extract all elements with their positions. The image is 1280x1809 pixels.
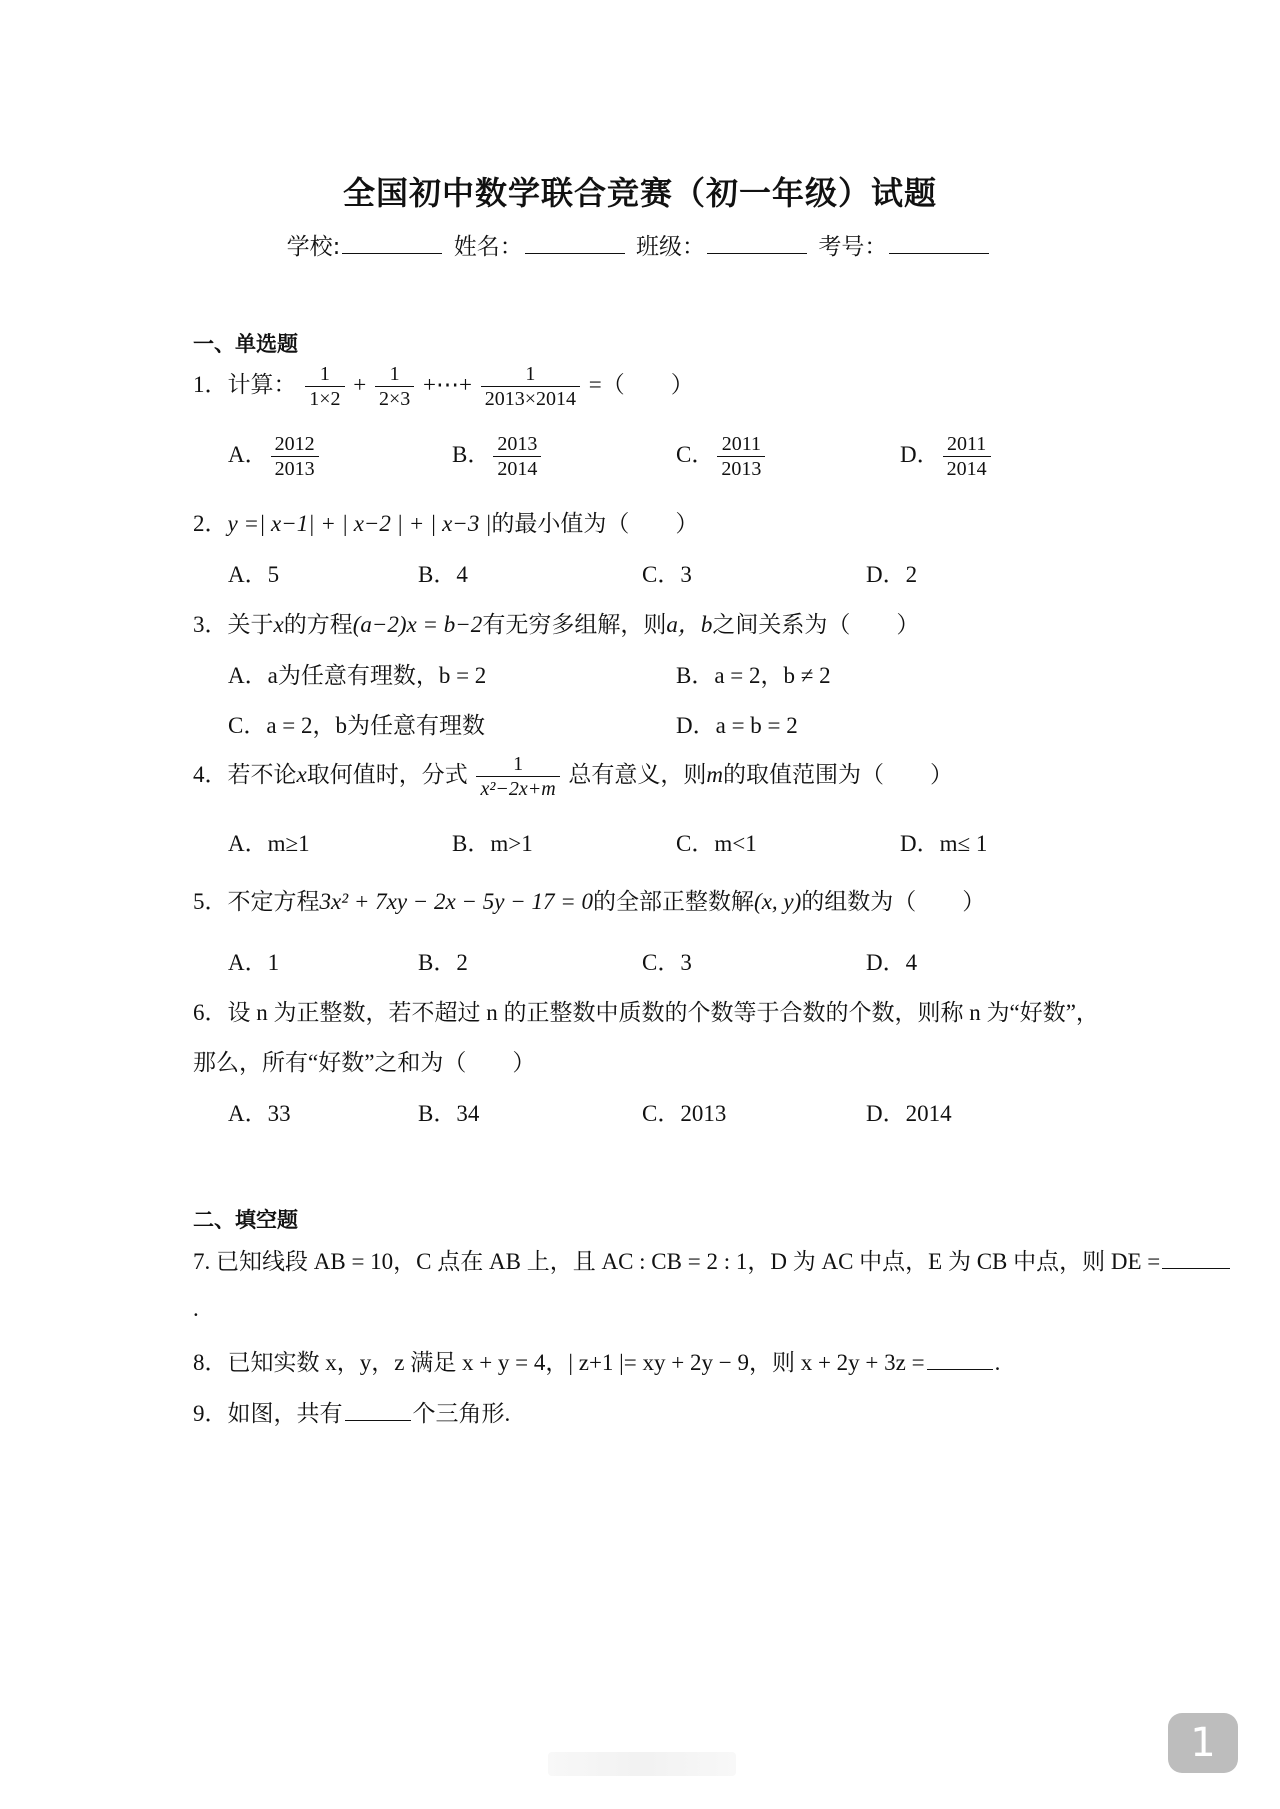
q6-option-a: A．33 xyxy=(228,1101,291,1126)
school-label: 学校: xyxy=(286,234,341,260)
q4-option-a: A．m≥1 xyxy=(228,831,310,856)
q2-option-b: B．4 xyxy=(418,562,468,587)
q3-equation: (a−2)x = b−2 xyxy=(352,612,483,637)
q2-option-a: A．5 xyxy=(228,562,280,587)
page-title: 全国初中数学联合竞赛（初一年级）试题 xyxy=(342,174,937,212)
q5-option-b: B．2 xyxy=(418,950,468,975)
question-9: 9．如图，共有 个三角形. xyxy=(193,1395,510,1428)
question-6-line-2: 那么，所有“好数”之和为（ ） xyxy=(193,1050,536,1075)
question-7-end: . xyxy=(193,1296,199,1321)
q6-option-b: B．34 xyxy=(418,1101,480,1126)
student-info-line xyxy=(0,228,1280,261)
q1-plus: + xyxy=(353,371,367,397)
q1-ellipsis: +⋯+ xyxy=(423,371,472,397)
q3-option-b: B．a = 2，b ≠ 2 xyxy=(676,663,831,688)
question-6-line-1: 6．设 n 为正整数，若不超过 n 的正整数中质数的个数等于合数的个数，则称 n 为“好数”， xyxy=(193,1000,1099,1025)
question-2: 2．y =| x−1| + | x−2 | + | x−3 |的最小值为（ ） xyxy=(193,511,699,536)
question-3: 3．关于x的方程(a−2)x = b−2有无穷多组解，则a，b之间关系为（ ） xyxy=(193,612,920,637)
q1-suffix: =（ ） xyxy=(588,371,694,397)
number-label: 考号： xyxy=(818,234,888,260)
q2-option-c: C．3 xyxy=(642,562,692,587)
q1-option-a: A． $\frac{2012}{2013}$ xyxy=(228,432,322,481)
q1-fraction-2: $\frac{1}{2\times 3}$ xyxy=(375,362,414,411)
q1-fraction-3: $\frac{1}{2013\times 2014}$ xyxy=(481,362,580,411)
q1-option-c: C． $\frac{2011}{2013}$ xyxy=(676,432,768,481)
q8-answer-blank[interactable] xyxy=(927,1347,993,1370)
q4-option-d: D．m≤ 1 xyxy=(900,831,988,856)
q2-expression: y =| x−1| + | x−2 | + | x−3 | xyxy=(227,511,492,536)
name-blank xyxy=(525,231,625,254)
q1-option-b: B． $\frac{2013}{2014}$ xyxy=(452,432,544,481)
q2-option-d: D．2 xyxy=(866,562,918,587)
question-7: 7. 已知线段 AB = 10，C 点在 AB 上，且 AC : CB = 2 : 1，D 为 AC 中点，E 为 CB 中点，则 DE = xyxy=(193,1243,1232,1276)
q4-option-b: B．m>1 xyxy=(452,831,533,856)
name-label: 姓名： xyxy=(453,234,523,260)
q1-option-d: D． $\frac{2011}{2014}$ xyxy=(900,432,994,481)
q6-option-c: C．2013 xyxy=(642,1101,727,1126)
q5-option-d: D．4 xyxy=(866,950,918,975)
class-blank xyxy=(707,231,807,254)
q3-option-d: D．a = b = 2 xyxy=(676,713,798,738)
q1-prefix: 1．计算： xyxy=(193,371,297,397)
q3-option-a: A．a为任意有理数，b = 2 xyxy=(228,663,487,688)
question-4: 4．若不论x取何值时，分式 $\frac{1}{\text{x²−2x+m}}$ 总有意义，则m的取值范围为（ ） xyxy=(193,753,954,800)
watermark xyxy=(548,1752,736,1776)
q5-option-a: A．1 xyxy=(228,950,280,975)
q5-option-c: C．3 xyxy=(642,950,692,975)
q3-option-c: C．a = 2，b为任意有理数 xyxy=(228,713,486,738)
question-8: 8．已知实数 x，y，z 满足 x + y = 4，| z+1 |= xy + 2y − 9，则 x + 2y + 3z = . xyxy=(193,1344,1000,1377)
class-label: 班级： xyxy=(636,234,706,260)
page-number-badge: 1 xyxy=(1168,1713,1238,1773)
section-fill-blank: 二、填空题 xyxy=(193,1208,298,1232)
q4-option-c: C．m<1 xyxy=(676,831,757,856)
school-blank xyxy=(342,231,442,254)
number-blank xyxy=(889,231,989,254)
q5-equation: 3x² + 7xy − 2x − 5y − 17 = 0 xyxy=(319,889,594,914)
question-1 xyxy=(193,362,694,411)
question-5: 5．不定方程3x² + 7xy − 2x − 5y − 17 = 0的全部正整数解(x, y)的组数为（ ） xyxy=(193,889,986,914)
section-single-choice: 一、单选题 xyxy=(193,332,298,356)
q1-fraction-1: $\frac{1}{1\times 2}$ xyxy=(305,362,344,411)
q6-option-d: D．2014 xyxy=(866,1101,952,1126)
q4-fraction: $\frac{1}{\text{x²−2x+m}}$ xyxy=(476,752,559,801)
q7-answer-blank[interactable] xyxy=(1162,1246,1230,1269)
q9-answer-blank[interactable] xyxy=(345,1398,411,1421)
